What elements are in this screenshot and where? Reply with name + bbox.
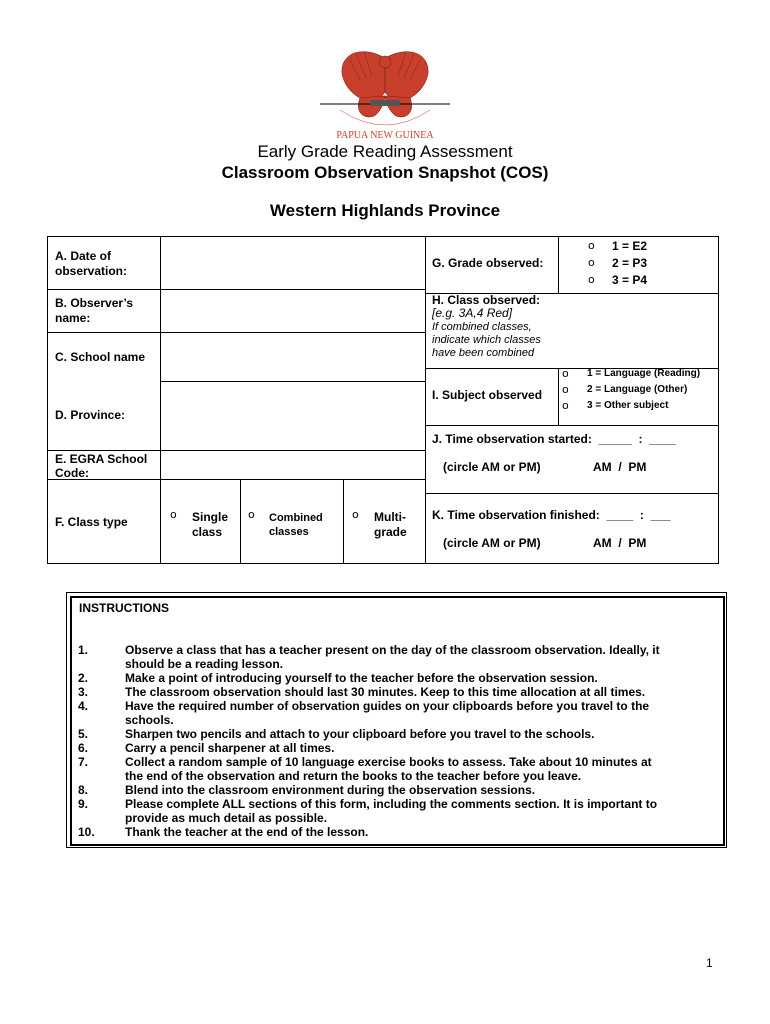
province-field[interactable] [162, 383, 424, 449]
instruction-text: the end of the observation and return the books to the teacher before you leave. [125, 769, 582, 783]
grade-option-e2[interactable] [588, 239, 698, 255]
instruction-text: should be a reading lesson. [125, 657, 284, 671]
instruction-number: 9. [78, 797, 89, 811]
radio-icon: o [588, 273, 595, 286]
instructions-heading: INSTRUCTIONS [79, 601, 169, 615]
subject-option-reading[interactable] [562, 367, 717, 383]
instruction-number: 5. [78, 727, 89, 741]
time-started-circle-note: (circle AM or PM) [443, 460, 541, 474]
seal-text: PAPUA NEW GUINEA [336, 130, 434, 141]
class-observed-note: If combined classes, indicate which classes have been combined [432, 321, 541, 359]
instruction-number: 3. [78, 685, 89, 699]
instruction-text: provide as much detail as possible. [125, 811, 328, 825]
radio-icon: o [588, 256, 595, 269]
subject-option-language-other[interactable] [562, 383, 717, 399]
instruction-text: Collect a random sample of 10 language exercise books to assess. Take about 10 minutes at [125, 755, 652, 769]
grade-option-label: 3 = P4 [612, 273, 648, 287]
instruction-number: 2. [78, 671, 89, 685]
instruction-number: 1. [78, 643, 89, 657]
instruction-number: 10. [78, 825, 95, 839]
time-finished-label[interactable]: K. Time observation finished: ____ : ___ [432, 508, 671, 522]
bird-of-paradise-icon [300, 40, 470, 152]
instruction-text: Sharpen two pencils and attach to your clipboard before you travel to the schools. [125, 727, 595, 741]
subject-option-label: 2 = Language (Other) [587, 384, 688, 395]
instruction-text: Carry a pencil sharpener at all times. [125, 741, 335, 755]
egra-school-code-field[interactable] [162, 452, 424, 478]
subject-option-label: 3 = Other subject [587, 400, 669, 411]
egra-school-code-label: E. EGRA School Code: [55, 452, 148, 480]
school-name-field[interactable] [162, 334, 424, 380]
instruction-number: 7. [78, 755, 89, 769]
instruction-number: 6. [78, 741, 89, 755]
subject-option-label: 1 = Language (Reading) [587, 368, 701, 379]
page-title: Early Grade Reading Assessment [257, 142, 513, 161]
grade-option-label: 1 = E2 [612, 239, 648, 253]
time-finished-ampm[interactable]: AM / PM [593, 536, 647, 550]
date-label: A. Date of observation: [55, 249, 128, 278]
instruction-text: Thank the teacher at the end of the lesson. [125, 825, 369, 839]
instruction-number: 8. [78, 783, 89, 797]
radio-icon: o [170, 508, 177, 521]
radio-icon: o [248, 508, 255, 521]
png-emblem [300, 40, 470, 152]
class-type-option-label: Single class [192, 510, 229, 539]
time-started-label[interactable]: J. Time observation started: _____ : ____ [432, 432, 676, 446]
grade-option-p4[interactable] [588, 273, 698, 289]
time-started-ampm[interactable]: AM / PM [593, 460, 647, 474]
grade-option-p3[interactable] [588, 256, 698, 272]
observer-name-field[interactable] [162, 291, 424, 331]
page-number: 1 [706, 956, 713, 970]
grade-observed-label: G. Grade observed: [432, 256, 544, 270]
province-label: D. Province: [55, 408, 126, 422]
class-observed-example: [e.g. 3A,4 Red] [432, 306, 513, 320]
instruction-text: Blend into the classroom environment during the observation sessions. [125, 783, 536, 797]
instruction-text: schools. [125, 713, 174, 727]
time-finished-circle-note: (circle AM or PM) [443, 536, 541, 550]
subject-option-other[interactable] [562, 399, 717, 415]
instruction-text: Make a point of introducing yourself to the teacher before the observation session. [125, 671, 598, 685]
radio-icon: o [352, 508, 359, 521]
subject-observed-label: I. Subject observed [432, 388, 543, 402]
instruction-text: The classroom observation should last 30 minutes. Keep to this time allocation at all times. [125, 685, 646, 699]
province-heading: Western Highlands Province [269, 201, 501, 220]
date-field[interactable] [162, 238, 424, 288]
grade-option-label: 2 = P3 [612, 256, 648, 270]
radio-icon: o [588, 239, 595, 252]
instruction-text: Observe a class that has a teacher present on the day of the classroom observation. Ideally, it [125, 643, 660, 657]
class-type-option-label: Combined classes [269, 512, 323, 538]
radio-icon: o [562, 399, 569, 412]
observer-label: B. Observer’s name: [55, 296, 134, 325]
instruction-text: Have the required number of observation guides on your clipboards before you travel to the [125, 699, 650, 713]
class-observed-label: H. Class observed: [432, 293, 541, 307]
instruction-text: Please complete ALL sections of this form, including the comments section. It is important to [125, 797, 658, 811]
class-type-label: F. Class type [55, 515, 128, 529]
instruction-number: 4. [78, 699, 89, 713]
radio-icon: o [562, 383, 569, 396]
radio-icon: o [562, 367, 569, 380]
class-observed-field[interactable] [560, 295, 717, 367]
school-name-label: C. School name [55, 350, 146, 364]
page-subtitle: Classroom Observation Snapshot (COS) [221, 163, 549, 182]
class-type-option-label: Multi-grade [374, 510, 407, 539]
